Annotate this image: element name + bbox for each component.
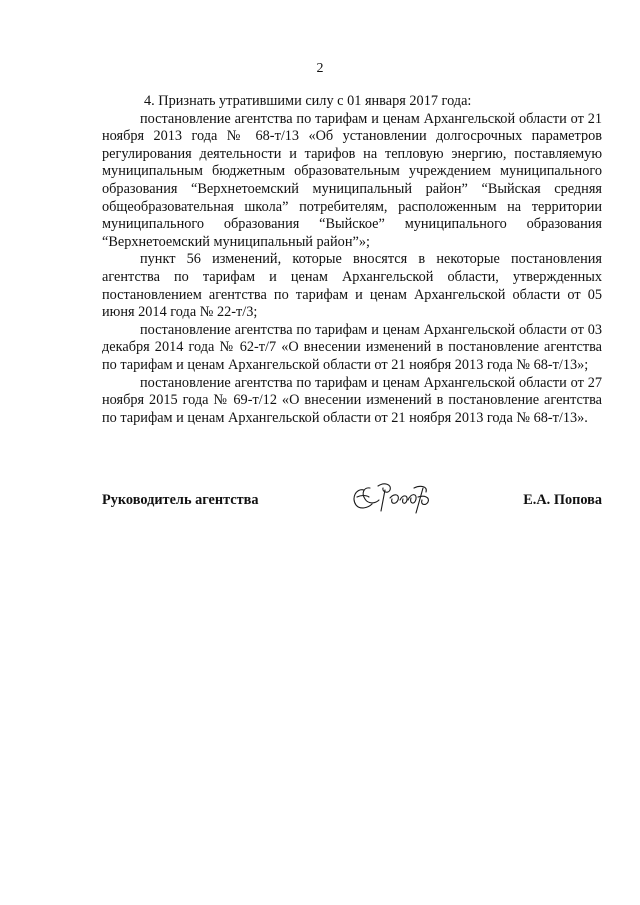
document-body <box>102 93 602 427</box>
repealed-act-3: постановление агентства по тарифам и ценам Архангельской области от 03 декабря 2014 года № 62-т/7 «О внесении изменений в постановление агентства по тарифам и ценам Архангельской области от 21 ноября 2013 года № 68-т/13»; <box>102 321 602 373</box>
repealed-act-2: пункт 56 изменений, которые вносятся в некоторые постановления агентства по тарифам и ценам Архангельской области, утвержденных постановлением агентства по тарифам и ценам Архангельской области от 05 июня 2014 года № 22-т/3; <box>102 251 602 321</box>
item-4-heading: 4. Признать утратившими силу с 01 января 2017 года: <box>144 93 472 109</box>
repealed-act-4: постановление агентства по тарифам и ценам Архангельской области от 27 ноября 2015 года № 69-т/12 «О внесении изменений в постановление агентства по тарифам и ценам Архангельской области от 21 ноября 2013 года № 68-т/13». <box>102 374 602 426</box>
signatory-title: Руководитель агентства <box>102 492 259 508</box>
repealed-act-1: постановление агентства по тарифам и ценам Архангельской области от 21 ноября 2013 года № 68-т/13 «Об установлении долгосрочных параметров регулирования деятельности и тарифов на тепловую энергию, поставляемую муниципальным бюджетным образовательным учреждением муниципального образования “Верхнетоемский муниципальный район” “Выйская средняя общеобразовательная школа” потребителям, расположенным на территории муниципального образования “Выйское” муниципального образования “Верхнетоемский муниципальный район”»; <box>102 110 602 250</box>
signature-block <box>102 478 602 528</box>
handwritten-signature <box>348 478 448 518</box>
signatory-name: Е.А. Попова <box>523 492 602 508</box>
page-number: 2 <box>316 61 324 76</box>
